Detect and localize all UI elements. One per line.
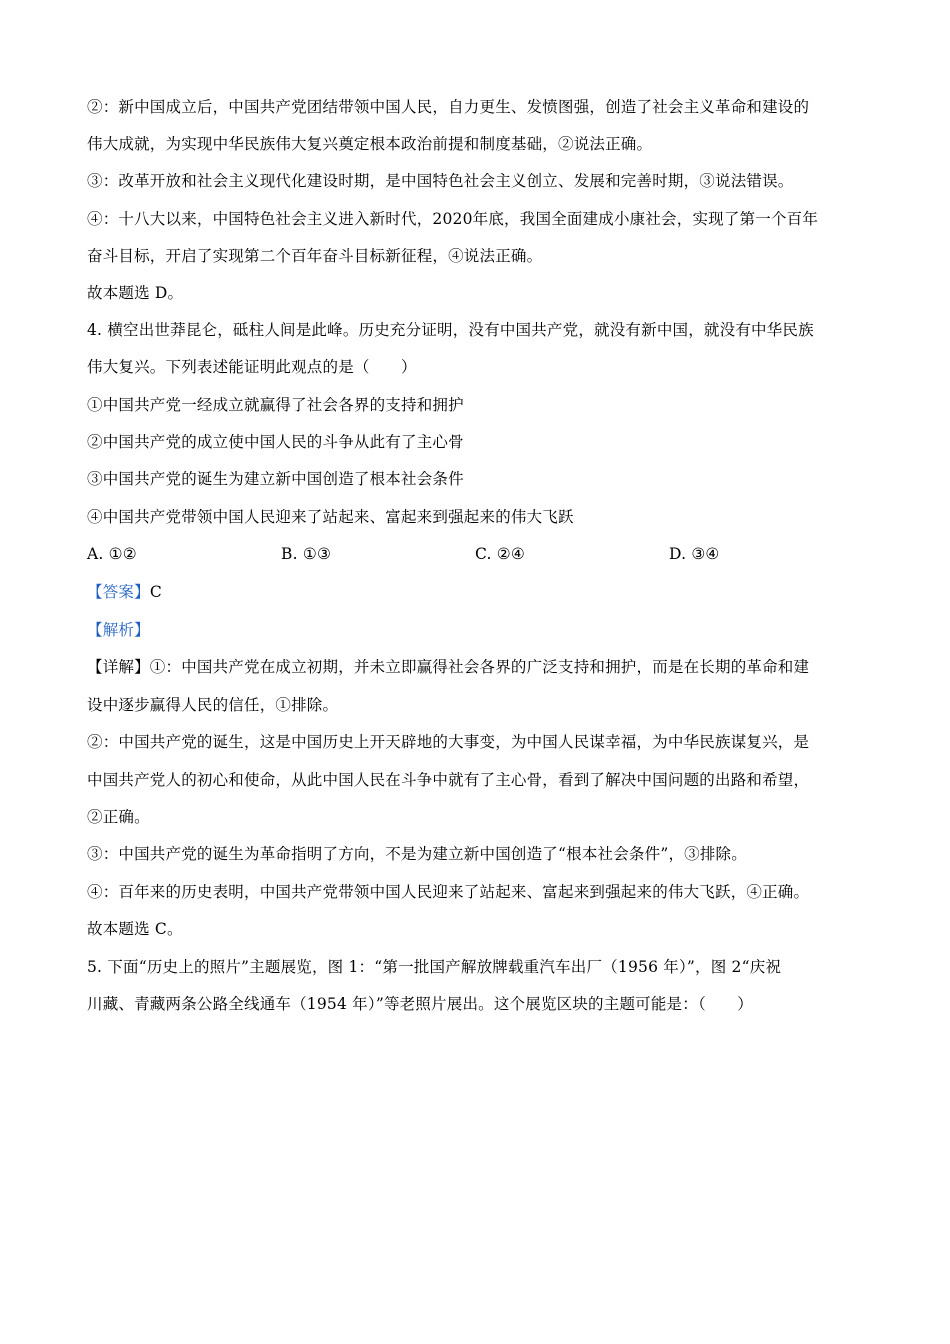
question-4-stem-cont: 伟大复兴。下列表述能证明此观点的是（ ） [87, 358, 417, 376]
text-line: ②：新中国成立后，中国共产党团结带领中国人民，自力更生、发愤图强，创造了社会主义革命和建设的 [87, 98, 810, 116]
detail-line: ②正确。 [87, 808, 150, 826]
detail-line: 【详解】①：中国共产党在成立初期，并未立即赢得社会各界的广泛支持和拥护，而是在长期的革命和建 [87, 658, 810, 676]
statement-1: ①中国共产党一经成立就赢得了社会各界的支持和拥护 [87, 396, 464, 414]
detail-line: ④：百年来的历史表明，中国共产党带领中国人民迎来了站起来、富起来到强起来的伟大飞跃，④正确。 [87, 883, 810, 901]
text-line: 伟大成就，为实现中华民族伟大复兴奠定根本政治前提和制度基础，②说法正确。 [87, 135, 653, 153]
answer-line [87, 582, 870, 602]
conclusion-line: 故本题选 C。 [87, 920, 183, 938]
detail-line: ②：中国共产党的诞生，这是中国历史上开天辟地的大事变，为中国人民谋幸福，为中华民族谋复兴，是 [87, 733, 810, 751]
detail-line: 设中逐步赢得人民的信任，①排除。 [87, 696, 339, 714]
statement-4: ④中国共产党带领中国人民迎来了站起来、富起来到强起来的伟大飞跃 [87, 508, 574, 526]
option-c: C. ②④ [475, 545, 525, 563]
detail-line: ③：中国共产党的诞生为革命指明了方向，不是为建立新中国创造了“根本社会条件”，③排除。 [87, 845, 747, 863]
option-b: B. ①③ [281, 545, 332, 563]
analysis-label: 【解析】 [87, 621, 150, 639]
answer-value: C [149, 583, 162, 601]
answer-label: 【答案】 [87, 583, 150, 601]
question-4-stem: 4. 横空出世莽昆仑，砥柱人间是此峰。历史充分证明，没有中国共产党，就没有新中国，就没有中华民族 [87, 321, 814, 339]
question-5-stem: 5. 下面“历史上的照片”主题展览，图 1：“第一批国产解放牌载重汽车出厂（1956 年）”，图 2“庆祝 [87, 958, 782, 976]
option-d: D. ③④ [669, 545, 720, 563]
text-line: ④：十八大以来，中国特色社会主义进入新时代，2020年底，我国全面建成小康社会，实现了第一个百年 [87, 210, 819, 228]
statement-3: ③中国共产党的诞生为建立新中国创造了根本社会条件 [87, 470, 464, 488]
detail-line: 中国共产党人的初心和使命，从此中国人民在斗争中就有了主心骨，看到了解决中国问题的出路和希望， [87, 771, 810, 789]
statement-2: ②中国共产党的成立使中国人民的斗争从此有了主心骨 [87, 433, 464, 451]
option-a: A. ①② [87, 545, 137, 563]
question-5-stem-cont: 川藏、青藏两条公路全线通车（1954 年）”等老照片展出。这个展览区块的主题可能是：（ ） [87, 995, 754, 1013]
text-line: 奋斗目标，开启了实现第二个百年奋斗目标新征程，④说法正确。 [87, 247, 543, 265]
conclusion-line: 故本题选 D。 [87, 284, 184, 302]
text-line: ③：改革开放和社会主义现代化建设时期，是中国特色社会主义创立、发展和完善时期，③说法错误。 [87, 172, 794, 190]
